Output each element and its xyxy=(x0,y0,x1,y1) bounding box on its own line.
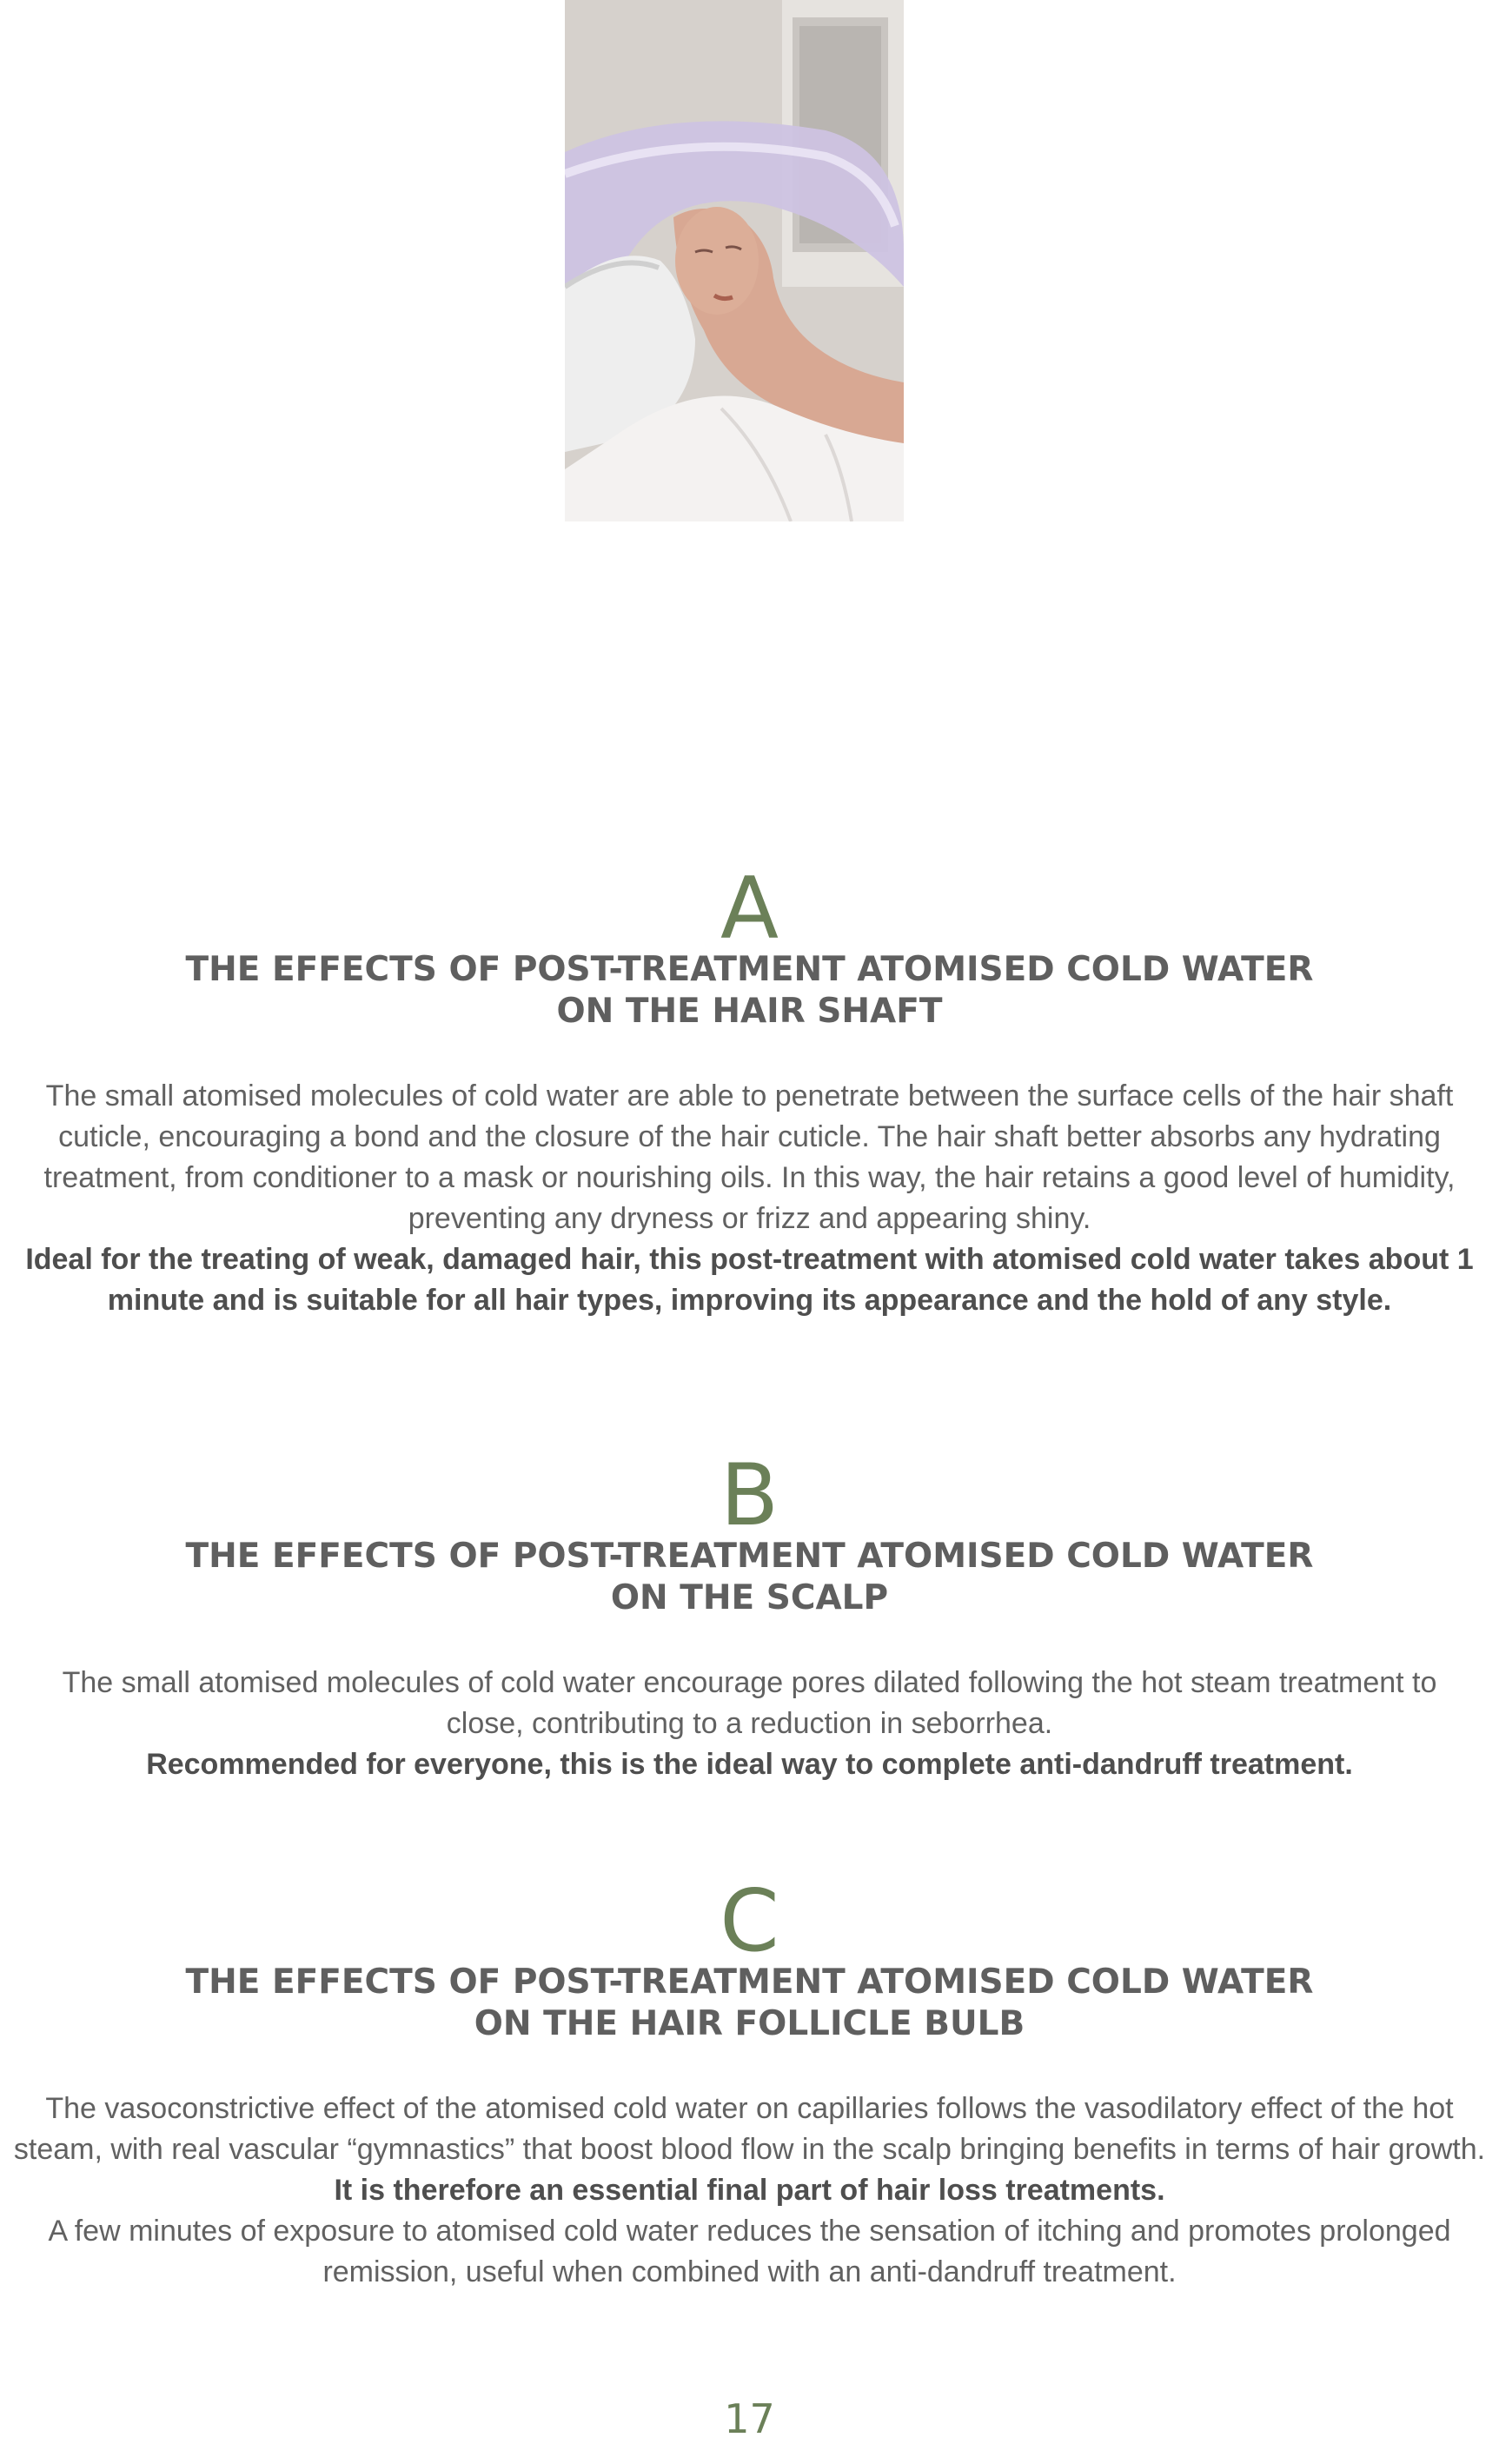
section-title xyxy=(0,1536,1499,1619)
hero-photo xyxy=(565,0,904,521)
section-title xyxy=(0,1962,1499,2045)
page-number: 17 xyxy=(724,2395,775,2442)
section-title-line: THE EFFECTS OF POST-TREATMENT ATOMISED COLD WATER xyxy=(185,1963,1314,2002)
section-title-line: ON THE SCALP xyxy=(610,1578,889,1617)
section-letter: A xyxy=(720,860,779,959)
highlight-paragraph: Recommended for everyone, this is the ideal way to complete anti-dandruff treatment. xyxy=(146,1748,1353,1781)
body-paragraph: The small atomised molecules of cold water are able to penetrate between the surface cells of the hair shaft cuticle, encouraging a bond and the closure of the hair cuticle. The hair shaft better absorbs any hydrating treatment, from conditioner to a mask or nourishing oils. In this way, the hair retains a good level of humidity, preventing any dryness or frizz and appearing shiny. xyxy=(43,1079,1456,1235)
section-title-line: ON THE HAIR SHAFT xyxy=(556,992,943,1031)
section-title xyxy=(0,949,1499,1033)
body-paragraph: The small atomised molecules of cold water encourage pores dilated following the hot steam treatment to close, contributing to a reduction in seborrhea. xyxy=(62,1666,1437,1740)
body-paragraph-2: A few minutes of exposure to atomised cold water reduces the sensation of itching and promotes prolonged remission, useful when combined with an anti-dandruff treatment. xyxy=(48,2215,1451,2288)
highlight-paragraph: It is therefore an essential final part of hair loss treatments. xyxy=(334,2174,1165,2207)
section-letter: B xyxy=(720,1446,779,1545)
section-body xyxy=(20,1076,1480,1321)
body-paragraph: The vasoconstrictive effect of the atomised cold water on capillaries follows the vasodilatory effect of the hot steam, with real vascular “gymnastics” that boost blood flow in the scalp bringing benefits in terms of hair growth. xyxy=(13,2092,1486,2166)
section-letter: C xyxy=(720,1872,779,1971)
section-a xyxy=(0,860,1499,1321)
highlight-paragraph: Ideal for the treating of weak, damaged hair, this post-treatment with atomised cold water takes about 1 minute and is suitable for all hair types, improving its appearance and the hold of any style. xyxy=(25,1243,1474,1317)
section-c xyxy=(0,1872,1499,2293)
section-title-line: ON THE HAIR FOLLICLE BULB xyxy=(474,2004,1025,2043)
section-body xyxy=(37,1663,1463,1785)
section-b xyxy=(0,1446,1499,1785)
section-body xyxy=(11,2089,1489,2293)
section-title-line: THE EFFECTS OF POST-TREATMENT ATOMISED COLD WATER xyxy=(185,950,1314,989)
section-title-line: THE EFFECTS OF POST-TREATMENT ATOMISED COLD WATER xyxy=(185,1537,1314,1576)
